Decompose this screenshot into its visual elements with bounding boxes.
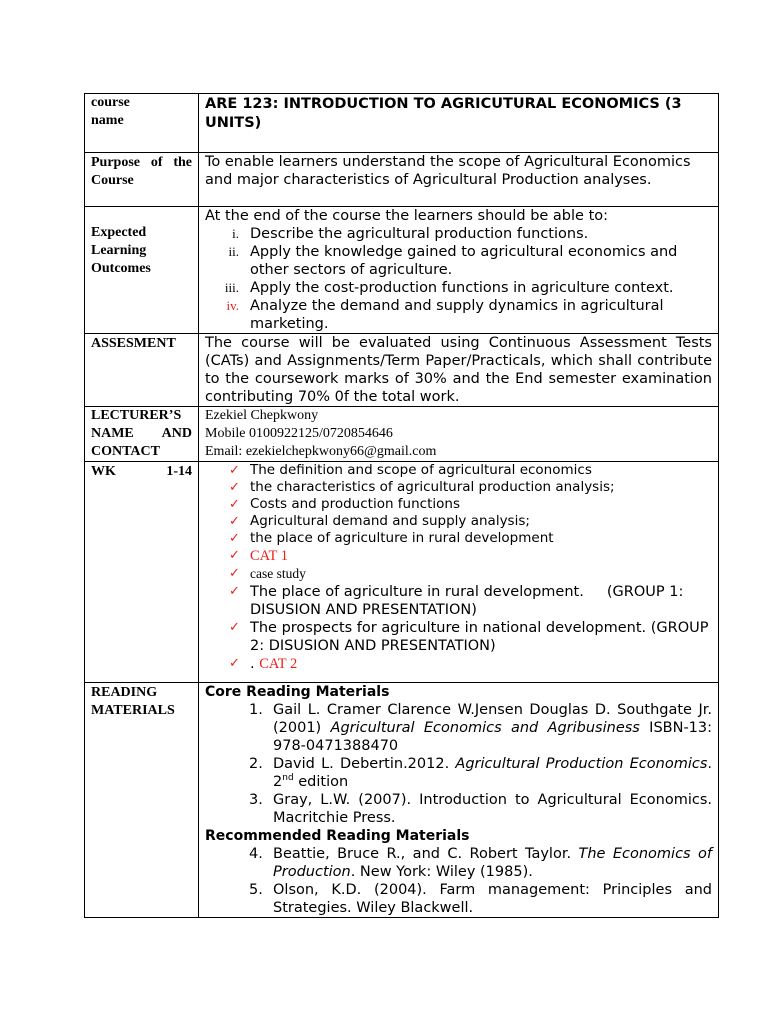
- list-item: ✓ the characteristics of agricultural production analysis;: [229, 479, 615, 495]
- list-item: 3. Gray, L.W. (2007). Introduction to Agricultural Economics. Macritchie Press.: [249, 792, 712, 826]
- lecturer-row: [85, 407, 719, 462]
- reading-label: READING MATERIALS: [85, 683, 199, 918]
- lecturer-email: Email: ezekielchepkwony66@gmail.com: [205, 444, 437, 459]
- purpose-row: [85, 153, 719, 207]
- reading-row: [85, 683, 719, 918]
- course-name-row: [85, 94, 719, 153]
- recommended-reading-list: [205, 845, 712, 917]
- recommended-reading-heading: Recommended Reading Materials: [205, 828, 470, 844]
- lecturer-label: LECTURER’S NAME AND CONTACT: [85, 407, 199, 462]
- list-item: ✓ case study: [229, 566, 306, 581]
- list-item: ii. Apply the knowledge gained to agricultural economics and other sectors of agriculture.: [228, 244, 678, 278]
- list-item: iv. Analyze the demand and supply dynamics in agricultural marketing.: [226, 298, 664, 332]
- weeks-row: [85, 462, 719, 683]
- list-item: 2. David L. Debertin.2012. Agricultural Production Economics. 2nd edition: [249, 756, 712, 790]
- purpose-value: To enable learners understand the scope of Agricultural Economics and major characteristics of Agricultural Production analyses.: [199, 153, 719, 207]
- weekly-topics-list: [205, 462, 712, 673]
- list-item: ✓ The prospects for agriculture in national development. (GROUP 2: DISUSION AND PRESENTATION): [229, 620, 709, 654]
- list-item: ✓ The place of agriculture in rural development. (GROUP 1: DISUSION AND PRESENTATION): [229, 584, 688, 618]
- checkmark-icon: ✓: [229, 656, 240, 671]
- reading-value: [199, 683, 719, 918]
- course-name-label: course name: [85, 94, 199, 153]
- checkmark-icon: ✓: [229, 620, 240, 635]
- checkmark-icon: ✓: [229, 514, 240, 529]
- list-item: ✓ CAT 1: [229, 548, 289, 564]
- assessment-row: [85, 334, 719, 407]
- checkmark-icon: ✓: [229, 548, 240, 563]
- outcomes-label: Expected Learning Outcomes: [85, 207, 199, 334]
- list-item: 5. Olson, K.D. (2004). Farm management: Principles and Strategies. Wiley Blackwell.: [249, 882, 712, 916]
- checkmark-icon: ✓: [229, 531, 240, 546]
- assessment-value: The course will be evaluated using Continuous Assessment Tests (CATs) and Assignments/Term Paper/Practicals, which shall contribute to the coursework marks of 30% and the End semester examination contributing 70% 0f the total work.: [199, 334, 719, 407]
- lecturer-contact: [199, 407, 719, 462]
- course-name-value: ARE 123: INTRODUCTION TO AGRICUTURAL ECONOMICS (3 UNITS): [199, 94, 719, 153]
- core-reading-list: [205, 701, 712, 827]
- list-item: ✓ Agricultural demand and supply analysis;: [229, 513, 530, 529]
- checkmark-icon: ✓: [229, 566, 240, 581]
- course-outline-table: [84, 93, 719, 918]
- list-item: ✓ the place of agriculture in rural development: [229, 530, 554, 546]
- checkmark-icon: ✓: [229, 584, 240, 599]
- purpose-label: Purpose of the Course: [85, 153, 199, 207]
- outcomes-list: [205, 225, 712, 333]
- outcomes-value: At the end of the course the learners should be able to: i. Describe the agricultural production functions. ii. Apply the knowledge gained to agricultural economics and other sectors of agriculture. iii. Apply the cost-production functions in agriculture context. iv. Analyze the demand and supply dynamics in agricultural marketing.: [199, 207, 719, 334]
- weeks-value: [199, 462, 719, 683]
- assessment-label: ASSESMENT: [85, 334, 199, 407]
- weeks-label: WK 1-14: [85, 462, 199, 683]
- checkmark-icon: ✓: [229, 480, 240, 495]
- list-item: iii. Apply the cost-production functions in agriculture context.: [224, 280, 674, 296]
- checkmark-icon: ✓: [229, 497, 240, 512]
- list-item: ✓ Costs and production functions: [229, 496, 460, 512]
- lecturer-name: Ezekiel Chepkwony: [205, 408, 319, 423]
- list-item: ✓ . CAT 2: [229, 656, 298, 672]
- list-item: 1. Gail L. Cramer Clarence W.Jensen Douglas D. Southgate Jr. (2001) Agricultural Economics and Agribusiness ISBN-13: 978-0471388470: [249, 702, 713, 754]
- list-item: i. Describe the agricultural production functions.: [232, 226, 589, 242]
- outcomes-row: [85, 207, 719, 334]
- list-item: ✓ The definition and scope of agricultural economics: [229, 462, 592, 478]
- checkmark-icon: ✓: [229, 463, 240, 478]
- lecturer-mobile: Mobile 0100922125/0720854646: [205, 426, 393, 441]
- core-reading-heading: Core Reading Materials: [205, 684, 390, 700]
- list-item: 4. Beattie, Bruce R., and C. Robert Taylor. The Economics of Production. New York: Wiley (1985).: [249, 846, 712, 880]
